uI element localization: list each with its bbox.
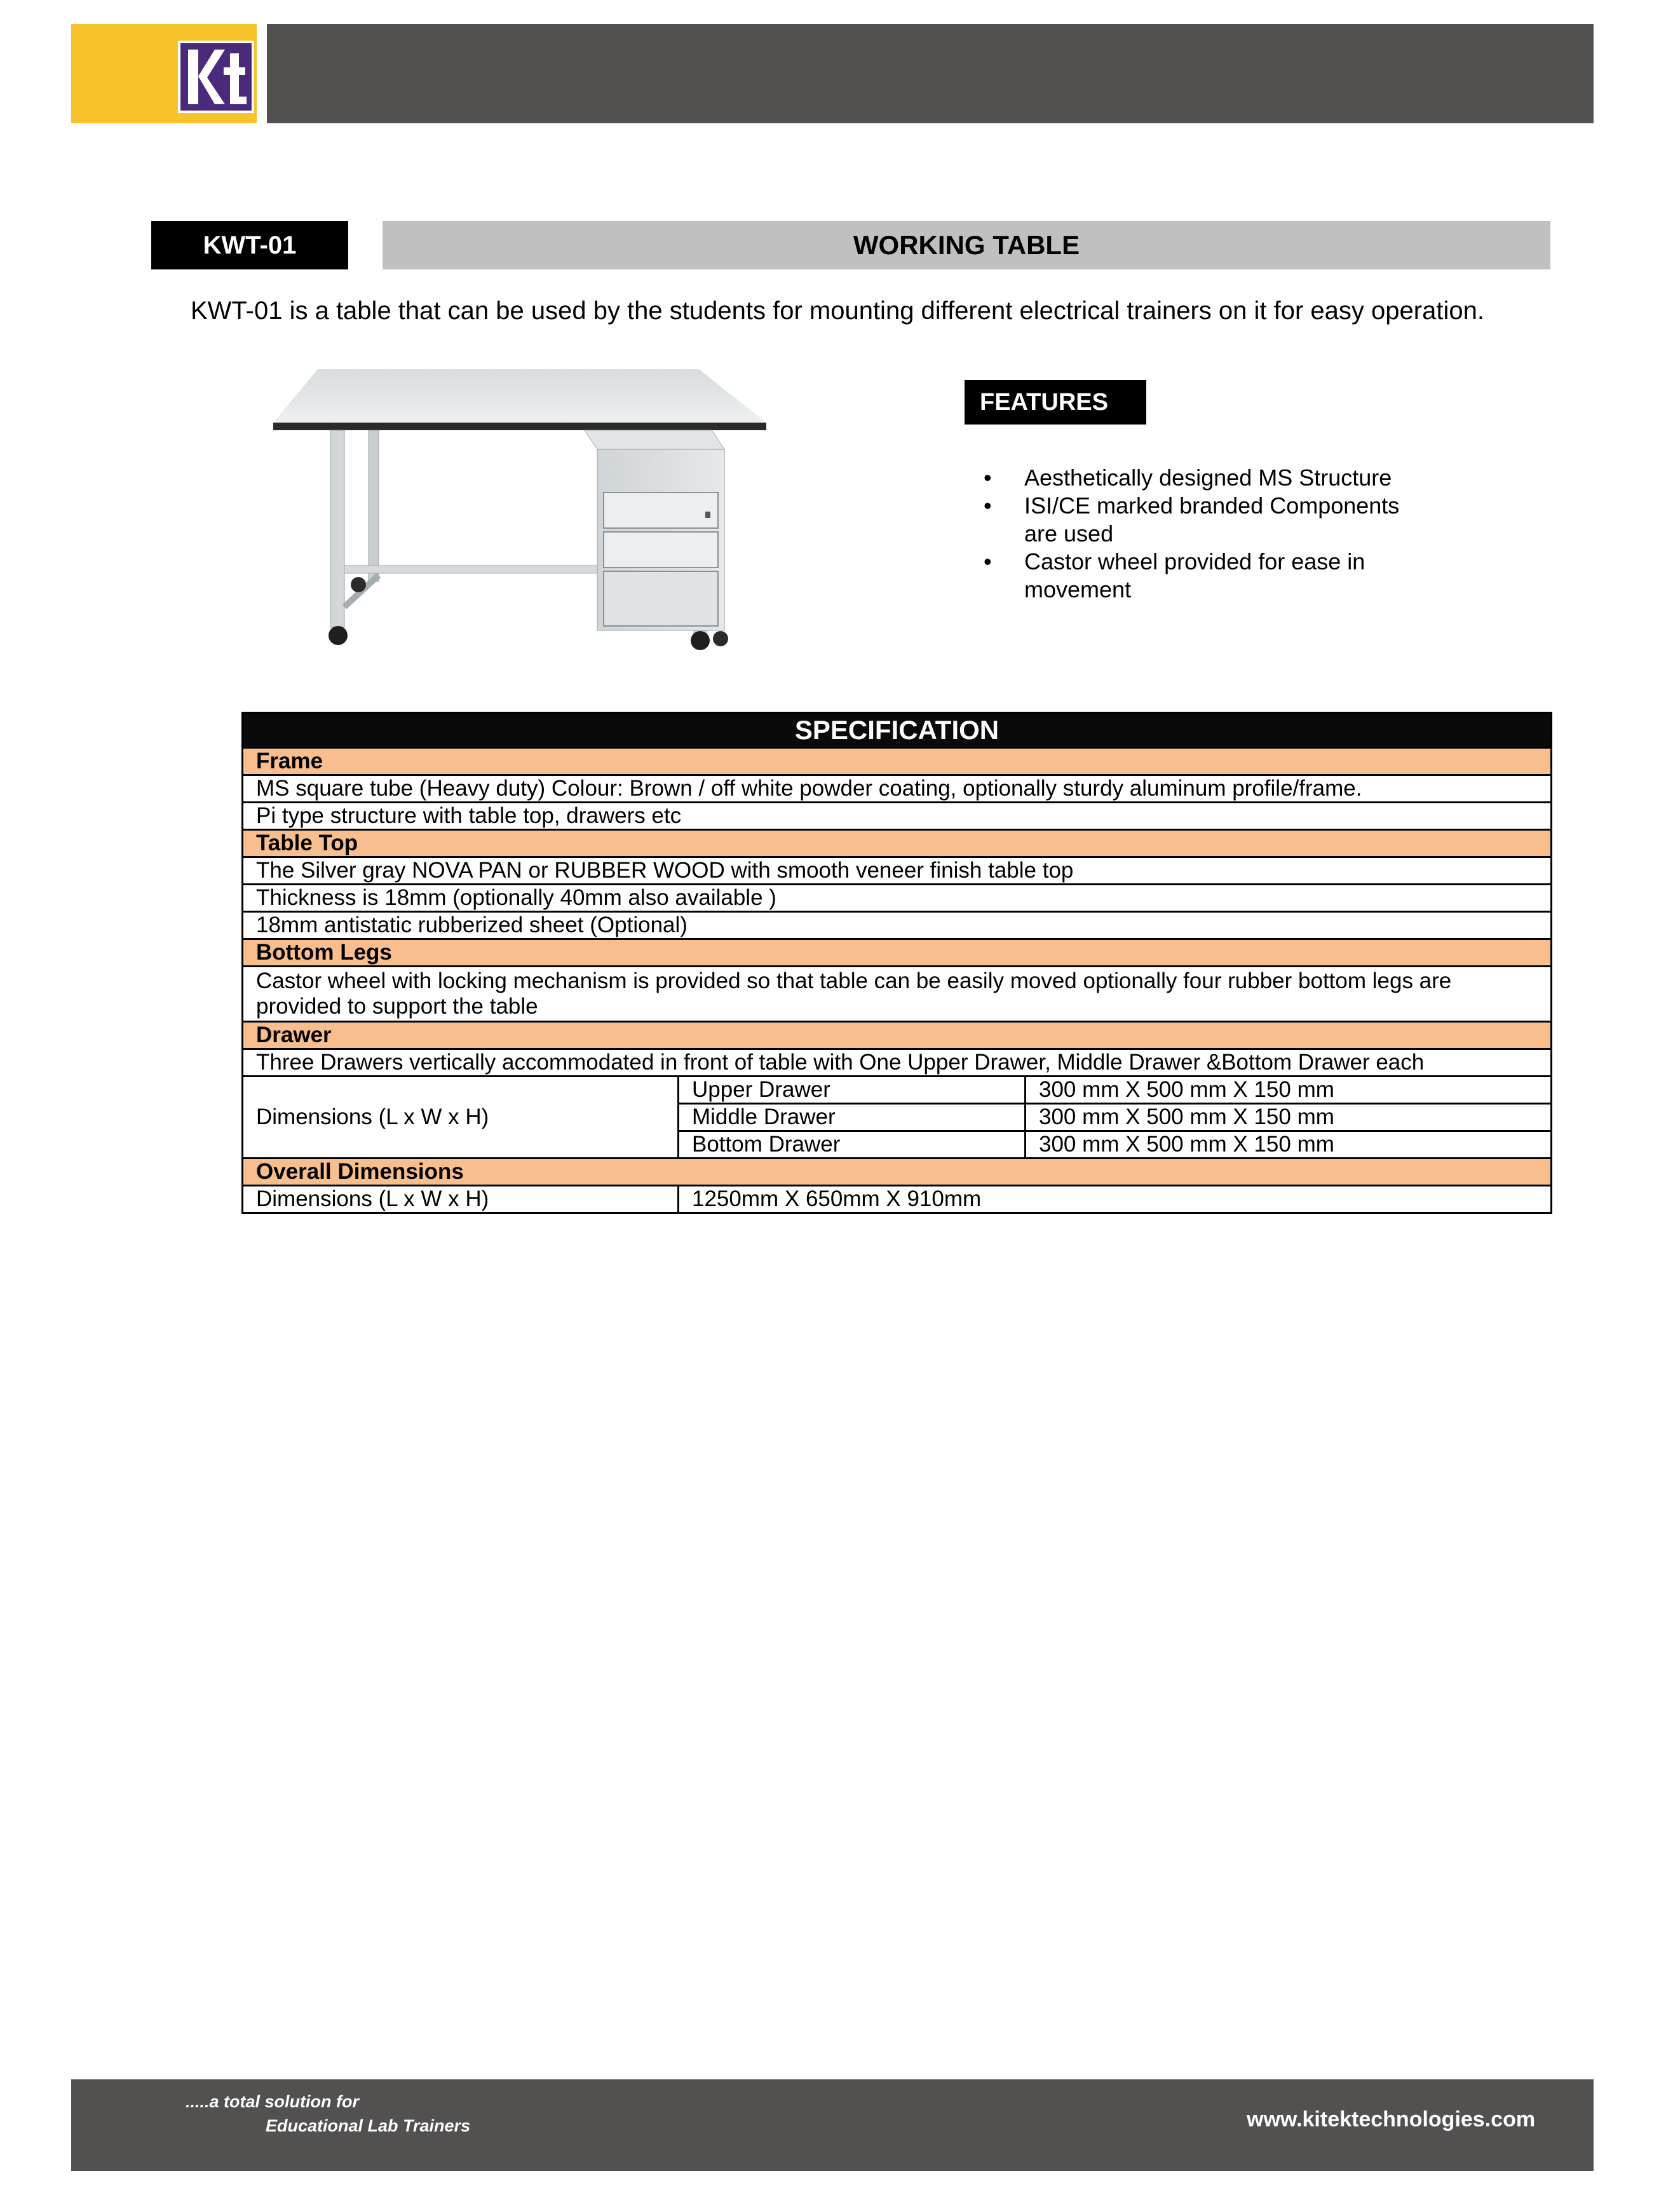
product-title: WORKING TABLE <box>383 221 1550 269</box>
drawer-name: Bottom Drawer <box>679 1131 1026 1159</box>
footer-website-link[interactable]: www.kitektechnologies.com <box>1247 2107 1536 2131</box>
spec-row: MS square tube (Heavy duty) Colour: Brown / off white powder coating, optionally sturdy aluminum profile/frame. <box>243 775 1552 803</box>
features-list <box>984 464 1428 604</box>
section-overall-dimensions: Overall Dimensions <box>243 1159 1552 1186</box>
spec-row: Three Drawers vertically accommodated in front of table with One Upper Drawer, Middle Drawer &Bottom Drawer each <box>243 1049 1552 1077</box>
overall-dimensions-label: Dimensions (L x W x H) <box>243 1186 679 1213</box>
header-bar <box>267 24 1594 123</box>
working-table-photo <box>267 365 775 655</box>
spec-row: 18mm antistatic rubberized sheet (Optional) <box>243 912 1552 939</box>
feature-item: • ISI/CE marked branded Components are used <box>984 493 1400 547</box>
drawer-dimensions-label: Dimensions (L x W x H) <box>243 1077 679 1159</box>
spec-row: Thickness is 18mm (optionally 40mm also available ) <box>243 885 1552 912</box>
company-logo <box>109 39 255 114</box>
drawer-size: 300 mm X 500 mm X 150 mm <box>1026 1131 1552 1159</box>
feature-item: • Aesthetically designed MS Structure <box>984 465 1392 491</box>
bullet-icon: • <box>984 493 992 519</box>
features-heading: FEATURES <box>965 380 1146 425</box>
overall-dimensions-value: 1250mm X 650mm X 910mm <box>679 1186 1552 1213</box>
drawer-size: 300 mm X 500 mm X 150 mm <box>1026 1077 1552 1104</box>
section-drawer: Drawer <box>243 1022 1552 1049</box>
section-bottom-legs: Bottom Legs <box>243 939 1552 967</box>
product-description: KWT-01 is a table that can be used by the students for mounting different electrical trainers on it for easy operation. <box>191 297 1484 325</box>
specification-table <box>241 712 1552 1214</box>
section-table-top: Table Top <box>243 830 1552 857</box>
model-code-badge: KWT-01 <box>151 221 348 269</box>
spec-row: Castor wheel with locking mechanism is provided so that table can be easily moved optionally four rubber bottom legs are provided to support the table <box>243 967 1552 1022</box>
bullet-icon: • <box>984 548 992 574</box>
specification-heading: SPECIFICATION <box>243 713 1552 748</box>
footer-tagline-line1: .....a total solution for <box>186 2092 359 2111</box>
spec-row: Pi type structure with table top, drawers etc <box>243 803 1552 830</box>
footer-tagline-line2: Educational Lab Trainers <box>266 2116 471 2135</box>
drawer-name: Upper Drawer <box>679 1077 1026 1104</box>
drawer-size: 300 mm X 500 mm X 150 mm <box>1026 1104 1552 1131</box>
section-frame: Frame <box>243 748 1552 775</box>
bullet-icon: • <box>984 465 992 491</box>
feature-item: • Castor wheel provided for ease in movement <box>984 548 1365 602</box>
drawer-name: Middle Drawer <box>679 1104 1026 1131</box>
spec-row: The Silver gray NOVA PAN or RUBBER WOOD with smooth veneer finish table top <box>243 857 1552 885</box>
